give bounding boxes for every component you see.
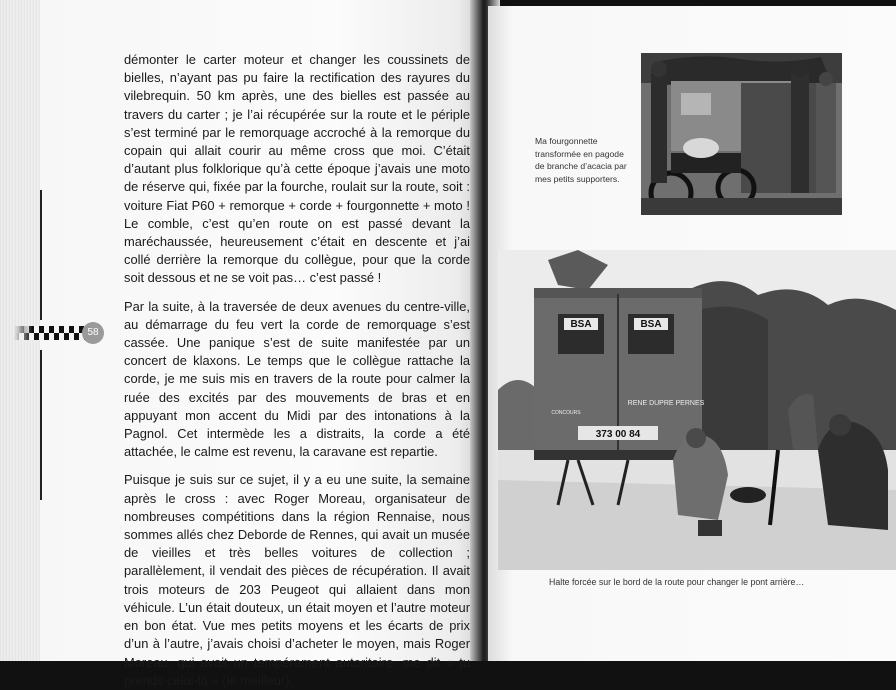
paragraph-2: Par la suite, à la traversée de deux avenues du centre-ville, au démarrage du feu vert la corde de remorquage s’est cassée. Une panique s’est de suite manifestée par un concert de klaxons. Le temps que le collègue rattache la corde, je me suis mis en travers de la route pour calmer la ruée des excités par des mouvements de bras et en appuyant mon accent du Midi par des intonations à la Pagnol. Cet intermède les a distraits, la corde a été attachée, le calme est revenu, la caravane est repartie. [124,298,470,460]
caption-bottom: Halte forcée sur le bord de la route pour changer le pont arrière… [549,577,805,587]
body-text [124,51,470,690]
paragraph-3: Puisque je suis sur ce sujet, il y a eu une suite, la semaine après le cross : avec Roger Moreau, organisateur de nombreuses compétitions dans la région Rennaise, nous sommes allés chez Deborde de Rennes, qui avait un musée de vieilles et très belles voitures de collection ; parallèlement, il vendait des pièces de récupération. Il avait trois moteurs de 203 Peugeot qui allaient dans mon véhicule. L’un était douteux, un était moyen et l’autre moteur en bon état. Vue mes petits moyens et les écarts de prix d’un à l’autre, j’avais choisi d’acheter le moyen, mais Roger Moreau, qui avait un tempérament autoritaire, me dit « tu prends celui-là » (le meilleur). [124,472,470,688]
van-sign-right: BSA [640,319,662,330]
margin-rule-bottom [40,350,42,500]
van-license-plate: 373 00 84 [595,429,641,440]
van-door-text: RENE DUPRE PERNES [627,400,705,407]
photo-roadside-repair-image [498,250,896,570]
checkered-flag-band-row [14,326,86,333]
caption-top: Ma fourgonnette transformée en pagode de branche d’acacia par mes petits supporters. [535,136,627,184]
photo-van-pagoda-image [641,53,842,215]
page-number: 58 [82,322,104,344]
margin-rule-top [40,190,42,320]
paragraph-1: démonter le carter moteur et changer les coussinets de bielles, n’ayant pas pu faire la rectification des rayures du vilebrequin. 50 km après, une des bielles est passée au travers du carter ; je l’ai récupérée sur la route et le périple s’est terminé par le remorquage accroché à la remorque du copain qui allait courir au même cross que moi. C’était d’autant plus folklorique qu’à cette époque j’avais une moto de réserve qui, fixée par la fourche, roulait sur la route, soit : voiture Fiat P60 + remorque + corde + fourgonnette + moto ! Le comble, c’est qu’en route on est passé devant la maréchaussée, heureusement c’était en descente et j’ai collé derrière la remorque du collègue, pour que la corde soit dessous et ne se voit pas… c’est passé ! [124,52,470,286]
van-sign-left: BSA [570,319,592,330]
photo-van-pagoda [641,53,842,215]
photo-roadside-repair [498,250,896,570]
van-side-text: CONCOURS [551,410,581,416]
